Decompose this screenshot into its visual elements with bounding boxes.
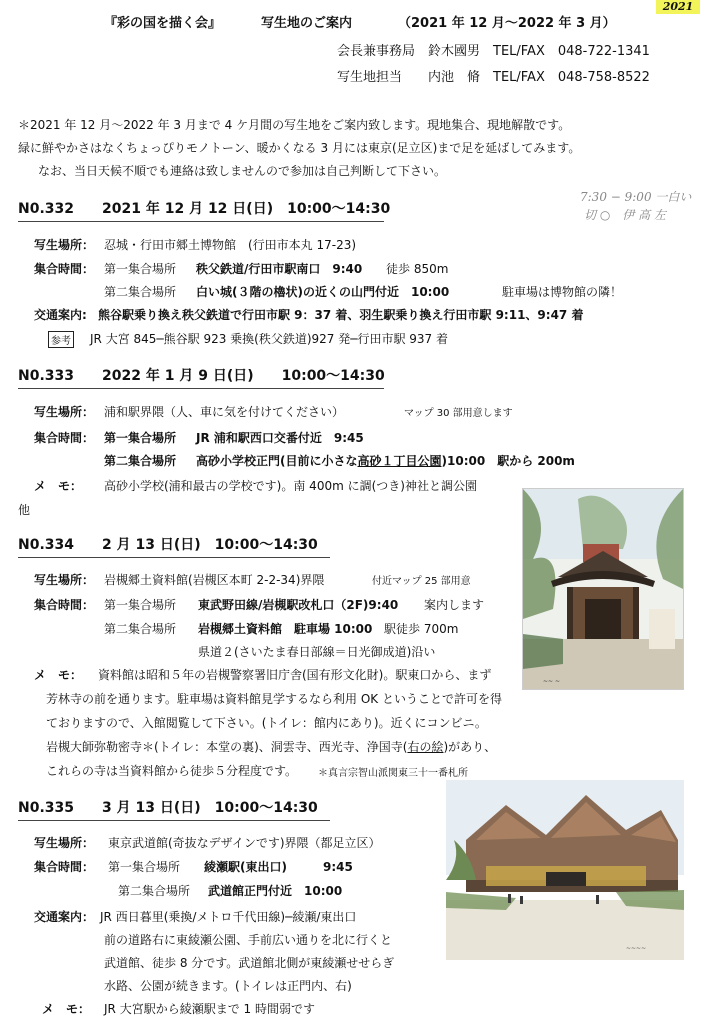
transit-line-4: 水路、公園が続きます。(トイレは正門内、右) (104, 979, 352, 993)
meet-label: 集合時間： (34, 431, 95, 445)
event-heading: N0.332 2021 年 12 月 12 日(日) 10:00〜14:30 (18, 201, 391, 217)
memo-text-2: 他 (18, 503, 31, 517)
transit-label: 交通案内: (34, 308, 87, 322)
heading-rule (18, 557, 330, 558)
meet-2-label: 第二集合場所 (118, 884, 191, 898)
place-text: 浦和駅界隈（人、車に気を付けてください） (104, 405, 345, 419)
memo-label: メ モ： (34, 479, 83, 493)
intro-line-2: 緑に鮮やかさはなくちょっぴりモノトーン、暖かくなる 3 月には東京(足立区)まで足を延ばしてみます。 (18, 141, 581, 155)
event-heading: N0.335 3 月 13 日(日) 10:00〜14:30 (18, 800, 318, 816)
svg-text:~~ ~: ~~ ~ (543, 678, 560, 685)
memo-text: JR 大宮駅から綾瀬駅まで 1 時間弱です (104, 1002, 315, 1016)
meet-label: 集合時間： (34, 598, 95, 612)
group-name: 『彩の国を描く会』 (104, 16, 222, 31)
year-tag: 2021 (656, 0, 700, 14)
place-label: 写生場所： (34, 405, 95, 419)
transit-text: 熊谷駅乗り換え秩父鉄道で行田市駅 9：37 着、羽生駅乗り換え行田市駅 9:11、9:47 着 (98, 308, 584, 322)
memo-label: メ モ： (34, 668, 83, 682)
meet-2-place: 白い城(３階の櫓状)の近くの山門付近 10:00 (196, 285, 450, 299)
meet-2-place: 高砂小学校正門(目前に小さな高砂１丁目公園)10:00 駅から 200m (196, 454, 575, 468)
memo-line-2: 芳林寺の前を通ります。駐車場は資料館見学するなら利用 OK ということで許可を得 (46, 692, 502, 706)
place-label: 写生場所： (34, 238, 95, 252)
memo-footnote: ＊真言宗智山派関東三十一番札所 (318, 768, 468, 779)
period: （2021 年 12 月〜2022 年 3 月） (398, 16, 616, 31)
reference-tag: 参考 (48, 331, 74, 348)
transit-label: 交通案内： (34, 910, 95, 924)
meet-2-note: 駐車場は博物館の隣！ (502, 285, 623, 299)
heading-rule (18, 388, 384, 389)
map-note: マップ 30 部用意します (404, 408, 513, 419)
reference-text: JR 大宮 845─熊谷駅 923 乗換(秩父鉄道)927 発─行田市駅 937 着 (90, 332, 449, 346)
meet-1-place: 東武野田線/岩槻駅改札口（2F)9:40 (198, 598, 399, 612)
meet-2-place: 武道館正門付近 10:00 (208, 884, 343, 898)
intro-line-1: ＊2021 年 12 月〜2022 年 3 月まで 4 ケ月間の写生地をご案内致します。現地集合、現地解散です。 (18, 118, 571, 132)
meet-2-label: 第二集合場所 (104, 285, 177, 299)
memo-line-4: 岩槻大師弥勒密寺＊(トイレ：本堂の裏)、洞雲寺、西光寺、浄国寺(右の絵)があり、 (46, 740, 497, 754)
event-heading: N0.334 2 月 13 日(日) 10:00〜14:30 (18, 537, 318, 553)
place-label: 写生場所： (34, 573, 95, 587)
meet-1-label: 第一集合場所 (104, 262, 177, 276)
memo-line-1: 資料館は昭和５年の岩槻警察署旧庁舎(国有形文化財)。駅東口から、まず (98, 668, 492, 682)
meet-2-label: 第二集合場所 (104, 622, 177, 636)
meet-1-note: 徒歩 850m (386, 262, 449, 276)
handwritten-note-line-1: 7:30 − 9:00 一白い (580, 190, 692, 204)
contact-line-2: 写生地担当 内池 脩 TEL/FAX 048-758-8522 (337, 70, 650, 85)
meet-2-place: 岩槻郷土資料館 駐車場 10:00 (198, 622, 373, 636)
event-heading: N0.333 2022 年 1 月 9 日(日) 10:00〜14:30 (18, 368, 385, 384)
meet-1-place: 綾瀬駅(東出口) 9:45 (204, 860, 353, 874)
page-title: 写生地のご案内 (261, 16, 353, 31)
memo-label: メ モ： (42, 1002, 91, 1016)
transit-line-3: 武道館、徒歩 8 分です。武道館北側が東綾瀬せせらぎ (104, 956, 395, 970)
meet-1-place: 秩父鉄道/行田市駅南口 9:40 (196, 262, 363, 276)
transit-line-1: JR 西日暮里(乗換/メトロ千代田線)─綾瀬/東出口 (100, 910, 357, 924)
meet-1-label: 第一集合場所 (104, 431, 177, 445)
meet-1-label: 第一集合場所 (104, 598, 177, 612)
transit-line-2: 前の道路右に東綾瀬公園、手前広い通りを北に行くと (104, 933, 393, 947)
meet-label: 集合時間： (34, 262, 95, 276)
meet-1-place: JR 浦和駅西口交番付近 9:45 (196, 431, 364, 445)
meet-1-label: 第一集合場所 (108, 860, 181, 874)
memo-line-3: ておりますので、入館閲覧して下さい。(トイレ：館内にあり)。近くにコンビニ。 (46, 716, 487, 730)
memo-text: 高砂小学校(浦和最古の学校です)。南 400m に調(つき)神社と調公園 (104, 479, 477, 493)
map-note: 付近マップ 25 部用意 (372, 576, 471, 587)
intro-line-3: なお、当日天候不順でも連絡は致しませんので参加は自己判断して下さい。 (38, 164, 447, 178)
temple-gate-painting (522, 488, 684, 690)
contact-line-1: 会長兼事務局 鈴木國男 TEL/FAX 048-722-1341 (337, 44, 650, 59)
meet-1-note: 案内します (424, 598, 485, 612)
place-text: 忍城・行田市郷土博物館 (行田市本丸 17-23) (104, 238, 357, 252)
heading-rule (18, 221, 384, 222)
budokan-painting (446, 780, 684, 960)
meet-2-label: 第二集合場所 (104, 454, 177, 468)
place-text: 岩槻郷土資料館(岩槻区本町 2-2-34)界隈 (104, 573, 325, 587)
meet-label: 集合時間： (34, 860, 95, 874)
handwritten-note-line-2: 切 ○ 伊 高 左 (584, 208, 666, 222)
place-text: 東京武道館(奇抜なデザインです)界隈（都足立区） (108, 836, 381, 850)
meet-3-note: 県道２(さいたま春日部線＝日光御成道)沿い (198, 645, 436, 659)
memo-line-5: これらの寺は当資料館から徒歩５分程度です。 (46, 764, 298, 778)
place-label: 写生場所： (34, 836, 95, 850)
meet-2-note: 駅徒歩 700m (384, 622, 459, 636)
heading-rule (18, 820, 330, 821)
svg-text:~~~~: ~~~~ (626, 945, 647, 952)
